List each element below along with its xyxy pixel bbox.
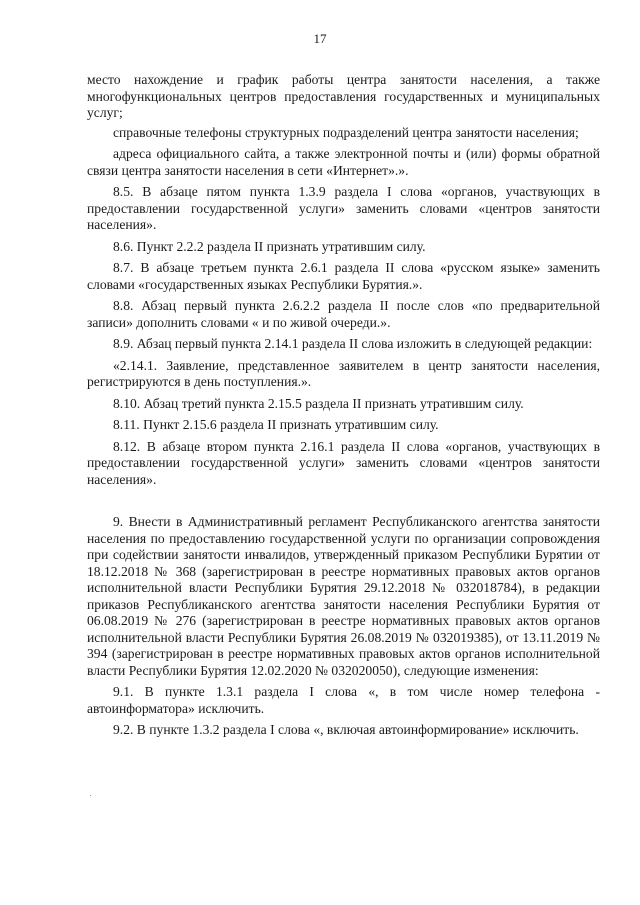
paragraph: адреса официального сайта, а также электронной почты и (или) формы обратной связи центра занятости населения в сети «Интернет».». — [87, 146, 600, 178]
paragraph: 9.1. В пункте 1.3.1 раздела I слова «, в том числе номер телефона - автоинформатора» исключить. — [87, 684, 600, 716]
paragraph: 8.7. В абзаце третьем пункта 2.6.1 раздела II слова «русском языке» заменить словами «государственных языках Республики Бурятия.». — [87, 260, 600, 292]
section-gap — [87, 493, 600, 514]
paragraph: «2.14.1. Заявление, представленное заявителем в центр занятости населения, регистрируются в день поступления.». — [87, 357, 600, 389]
paragraph: справочные телефоны структурных подразделений центра занятости населения; — [113, 124, 579, 140]
paragraph: 8.11. Пункт 2.15.6 раздела II признать утратившим силу. — [113, 417, 439, 432]
scan-speck — [90, 795, 91, 796]
paragraph: 8.10. Абзац третий пункта 2.15.5 раздела II признать утратившим силу. — [113, 395, 524, 411]
paragraph: 8.5. В абзаце пятом пункта 1.3.9 раздела I слова «органов, участвующих в предоставлении государственной услуги» заменить словами «центров занятости населения». — [87, 184, 600, 232]
paragraph: 8.8. Абзац первый пункта 2.6.2.2 раздела II после слов «по предварительной записи» дополнить словами « и по живой очереди.». — [87, 298, 600, 330]
paragraph: 9. Внести в Административный регламент Республиканского агентства занятости населения по предоставлению государственной услуги по организации сопровождения при содействии занятости инвалидов, утвержденный приказом Республики Бурятии от 18.12.2018 № 368 (зарегистрирован в реестре нормативных правовых актов органов исполнительной власти Республики Бурятия 29.12.2018 № 032018784), в редакции приказов Республиканского агентства занятости населения Республики Бурятия от 06.08.2019 № 276 (зарегистрирован в реестре нормативных правовых актов органов исполнительной власти Республики Бурятия 26.08.2019 № 032019385), от 13.11.2019 № 394 (зарегистрирован в реестре нормативных правовых актов органов исполнительной власти Республики Бурятия 12.02.2020 № 032020050), следующие изменения: — [87, 514, 600, 678]
paragraph: место нахождение и график работы центра занятости населения, а также многофункциональных центров предоставления государственных и муниципальных услуг; — [87, 72, 600, 120]
paragraph: 8.6. Пункт 2.2.2 раздела II признать утратившим силу. — [113, 238, 426, 254]
paragraph: 9.2. В пункте 1.3.2 раздела I слова «, включая автоинформирование» исключить. — [113, 722, 579, 737]
paragraph: 8.12. В абзаце втором пункта 2.16.1 раздела II слова «органов, участвующих в предоставлении государственной услуги» заменить словами «центров занятости населения». — [87, 438, 600, 487]
document-body — [87, 72, 600, 744]
paragraph: 8.9. Абзац первый пункта 2.14.1 раздела II слова изложить в следующей редакции: — [113, 336, 593, 351]
page-number: 17 — [313, 31, 327, 46]
